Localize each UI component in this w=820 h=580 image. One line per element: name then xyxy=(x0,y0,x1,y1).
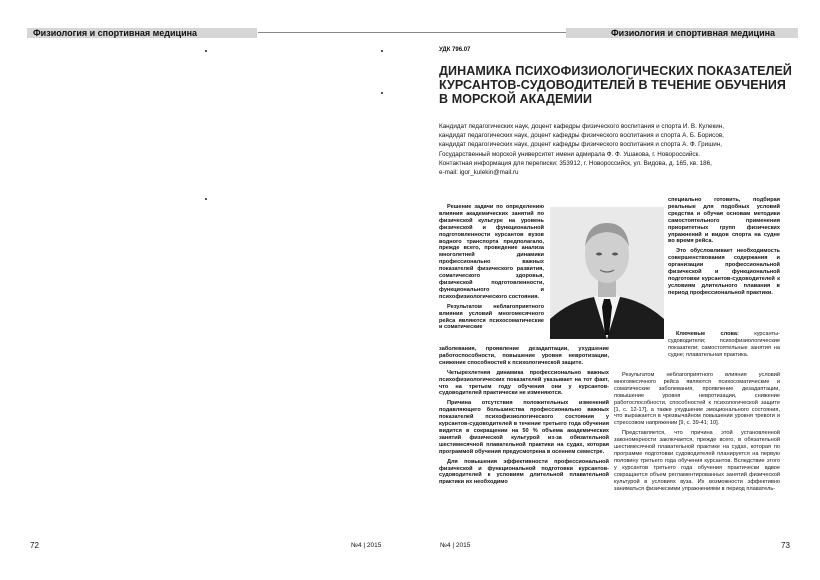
author-block xyxy=(439,122,789,177)
author-photo xyxy=(550,207,664,339)
article-title xyxy=(439,64,792,106)
abstract-right-column xyxy=(668,197,780,300)
right-page-number: 73 xyxy=(781,541,790,550)
abstract-paragraph: Причина отсутствия положительных изменений подавляющего большинства профессионально важных показателей психофизиологического состояния у курсантов-судоводителей в течение третьего года обучения видится в сокращении на 50 % объема академических занятий физической культурой из-за обязательной шестимесячной плавательной практики на судах, которая программой обучения предусмотрена в осеннем семестре. xyxy=(439,400,609,455)
abstract-continued xyxy=(439,346,609,489)
contact-line: Контактная информация для переписки: 353912, г. Новороссийск, ул. Видова, д. 165, кв. 186, xyxy=(439,159,712,167)
right-issue-label: №4 | 2015 xyxy=(440,542,471,549)
abstract-paragraph: Четырехлетняя динамика профессионально важных психофизиологических показателей указывает на тот факт, что на третьем году обучения они у курсантов-судоводителей практически не изменяются. xyxy=(439,369,609,397)
left-page-number: 72 xyxy=(30,541,39,550)
author-line: Кандидат педагогических наук, доцент кафедры физического воспитания и спорта И. В. Кулекин, xyxy=(439,123,724,130)
abstract-paragraph: Решение задачи по определению влияния академических занятий по физической культуре на уровень физической и функциональной подготовленности курсантов вузов водного транспорта предполагало, прежде всего, проведение анализа многолетней динамики профессионально важных показателей физического развития, соматического здоровья, физической подготовленности, функционального и психофизиологического состояния. xyxy=(439,204,544,300)
keywords-label: Ключевые слова: xyxy=(676,331,739,337)
abstract-paragraph: специально готовить, подбирая реальные для подобных условий средства и обучая основам методики самостоятельного применения приоритетных групп физических упражнений и видов спорта на судне во время рейса. xyxy=(668,197,780,245)
author-line: кандидат педагогических наук, доцент кафедры физического воспитания и спорта А. Б. Борисов, xyxy=(439,132,724,140)
email-line: e-mail: igor_kulekin@mail.ru xyxy=(439,169,519,177)
udk-code: УДК 796.07 xyxy=(439,47,471,53)
abstract-paragraph: Результатом неблагоприятного влияния условий многомесячного рейса являются психосоматические и соматические xyxy=(439,303,544,331)
author-line: кандидат педагогических наук, доцент кафедры физического воспитания и спорта А. Ф. Гришин, xyxy=(439,141,722,149)
left-running-title: Физиология и спортивная медицина xyxy=(33,28,198,38)
body-paragraph: Результатом неблагоприятного влияния условий многомесячного рейса являются психосоматические и соматические заболевания, проявление дезадаптации, повышение уровня невротизации, снижение работоспособности, способностей к психологической защите [1, с. 12-17], а также ухудшение эмоционального состояния, что выражается в чрезвычайном повышении уровня тревоги и стрессовом напряжении [9, с. 39-41; 10]. xyxy=(614,372,780,427)
title-line: ДИНАМИКА ПСИХОФИЗИОЛОГИЧЕСКИХ ПОКАЗАТЕЛЕЙ xyxy=(439,64,792,78)
right-running-title: Физиология и спортивная медицина xyxy=(611,28,776,38)
keywords-text: курсанты-судоводители; психофизиологические показатели; самостоятельные занятия на судне; плавательная практика. xyxy=(668,331,780,358)
page-mark xyxy=(381,50,383,52)
body-right-column xyxy=(614,372,780,495)
abstract-left-column xyxy=(439,204,544,334)
abstract-paragraph: Для повышения эффективности профессиональной физической и функциональной подготовки курсантов-судоводителей к условиям длительной плавательной практики их необходимо xyxy=(439,458,609,486)
abstract-paragraph: Это обусловливает необходимость совершенствования содержания и организации профессиональной физической и функциональной подготовки курсантов-судоводителей к условиям длительного плавания в период профессиональной практики. xyxy=(668,248,780,296)
left-issue-label: №4 | 2015 xyxy=(351,542,382,549)
title-line: КУРСАНТОВ-СУДОВОДИТЕЛЕЙ В ТЕЧЕНИЕ ОБУЧЕНИЯ xyxy=(439,78,786,92)
title-line: В МОРСКОЙ АКАДЕМИИ xyxy=(439,92,593,106)
page-mark xyxy=(381,92,383,94)
body-paragraph: Представляется, что причина этой установленной закономерности заключается, прежде всего, в обязательной шестимесячной плавательной практике на судах, которая по программе подготовки судоводителей планируется на первую половину третьего года обучения курсантов. Вследствие этого у курсантов третьего года обучения практически вдвое сокращается объем регламентированных занятий физической культурой в условиях вуза. Их возможности эффективно заниматься физическими упражнениями в период плаватель- xyxy=(614,430,780,492)
header-rule xyxy=(258,32,566,33)
affiliation-line: Государственный морской университет имени адмирала Ф. Ф. Ушакова, г. Новороссийск. xyxy=(439,150,701,158)
page-mark xyxy=(205,198,207,200)
keywords-block xyxy=(614,331,780,362)
page-mark xyxy=(205,50,207,52)
abstract-paragraph: заболевания, проявление дезадаптации, ухудшение работоспособности, повышение уровня невротизации, снижение способностей к психологической защите. xyxy=(439,346,609,366)
